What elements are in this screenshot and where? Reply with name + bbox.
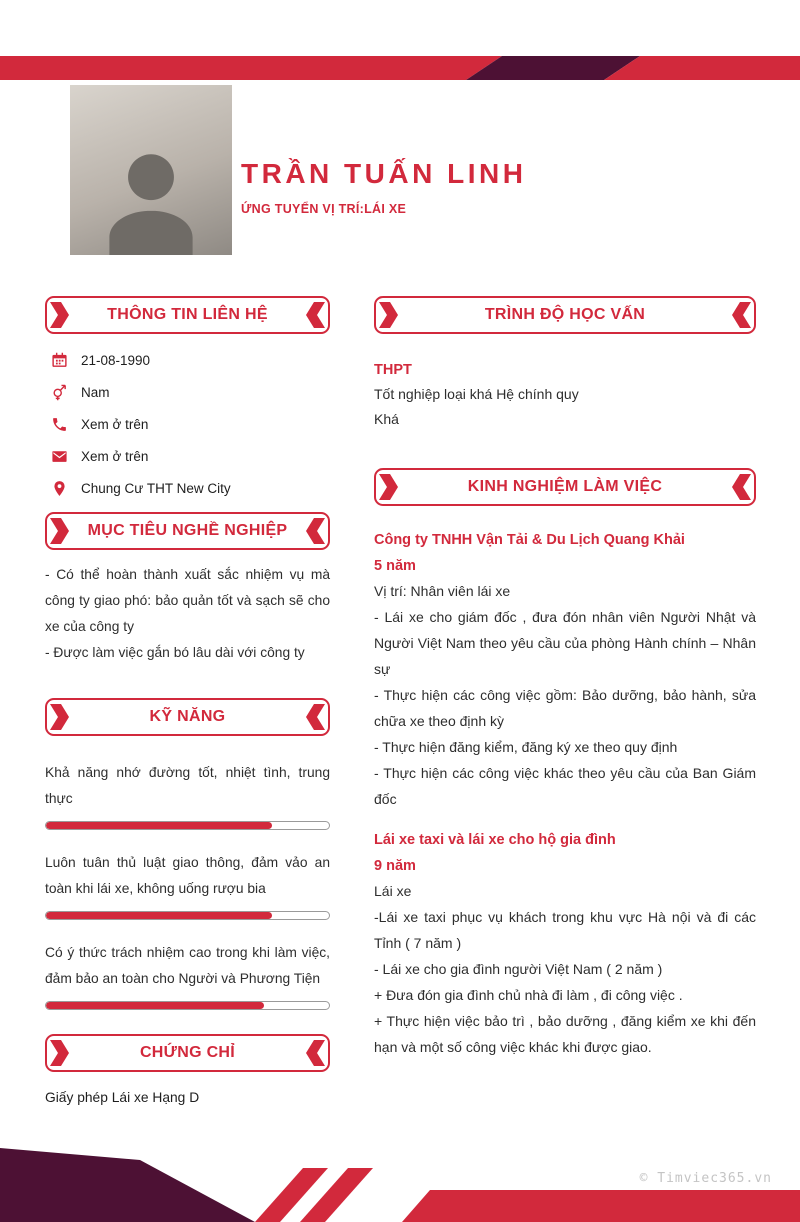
site-watermark: © Timviec365.vn xyxy=(639,1171,772,1186)
section-title: KINH NGHIỆM LÀM VIỆC xyxy=(467,478,663,495)
contact-item-address xyxy=(51,480,330,497)
experience-entry xyxy=(374,528,756,812)
section-header-experience xyxy=(374,468,756,506)
left-column xyxy=(45,296,330,1105)
section-header-skills xyxy=(45,698,330,736)
skill-item xyxy=(45,940,330,1010)
education-entry xyxy=(374,358,756,432)
skill-progress-track xyxy=(45,911,330,920)
section-header-objective xyxy=(45,512,330,550)
skill-progress-track xyxy=(45,821,330,830)
chevron-left-icon xyxy=(732,302,751,328)
contact-text: 21-08-1990 xyxy=(81,353,151,368)
chevron-right-icon xyxy=(50,1040,69,1066)
job-bullet: - Thực hiện các công việc gồm: Bảo dưỡng, bảo hành, sửa chữa xe theo định kỳ xyxy=(374,687,756,729)
skill-item xyxy=(45,850,330,920)
objective-line: - Có thể hoàn thành xuất sắc nhiệm vụ mà công ty giao phó: bảo quản tốt và sạch sẽ cho xe của công ty xyxy=(45,567,330,634)
chevron-right-icon xyxy=(379,474,398,500)
contact-item-gender xyxy=(51,384,330,401)
contact-text: Xem ở trên xyxy=(81,449,149,464)
gender-icon xyxy=(51,384,68,401)
skill-progress-track xyxy=(45,1001,330,1010)
objective-line: - Được làm việc gắn bó lâu dài với công ty xyxy=(45,645,305,660)
education-grade: Khá xyxy=(374,411,399,427)
job-bullets xyxy=(374,604,756,812)
header-ribbon-decoration xyxy=(0,0,800,90)
mail-icon xyxy=(51,448,68,465)
job-bullet: - Lái xe cho gia đình người Việt Nam ( 2 năm ) xyxy=(374,961,663,977)
job-company: Lái xe taxi và lái xe cho hộ gia đình xyxy=(374,832,616,848)
job-bullet: - Lái xe cho giám đốc , đưa đón nhân viên Người Nhật và Người Việt Nam theo yêu cầu của phòng Hành chính – Nhân sự xyxy=(374,609,756,677)
skill-text: Khả năng nhớ đường tốt, nhiệt tình, trung thực xyxy=(45,765,330,806)
skill-progress-fill xyxy=(46,822,272,829)
calendar-icon xyxy=(51,352,68,369)
applied-position: ỨNG TUYỂN VỊ TRÍ:LÁI XE xyxy=(241,202,407,216)
job-position: Lái xe xyxy=(374,883,412,899)
skill-progress-fill xyxy=(46,912,272,919)
chevron-right-icon xyxy=(50,302,69,328)
contact-item-phone xyxy=(51,416,330,433)
right-column xyxy=(374,296,756,1060)
skill-text: Có ý thức trách nhiệm cao trong khi làm việc, đảm bảo an toàn cho Người và Phương Tiện xyxy=(45,945,330,986)
job-company: Công ty TNHH Vận Tải & Du Lịch Quang Khải xyxy=(374,532,685,548)
contact-list xyxy=(51,352,330,497)
contact-item-birthday xyxy=(51,352,330,369)
phone-icon xyxy=(51,416,68,433)
candidate-name: TRẦN TUẤN LINH xyxy=(241,158,527,189)
contact-text: Chung Cư THT New City xyxy=(81,481,231,496)
chevron-left-icon xyxy=(306,1040,325,1066)
job-position: Vị trí: Nhân viên lái xe xyxy=(374,583,511,599)
job-duration: 9 năm xyxy=(374,858,416,874)
section-title: MỤC TIÊU NGHỀ NGHIỆP xyxy=(87,522,288,539)
contact-text: Xem ở trên xyxy=(81,417,149,432)
location-icon xyxy=(51,480,68,497)
certificate-item: Giấy phép Lái xe Hạng D xyxy=(45,1090,200,1105)
objective-text xyxy=(45,562,330,666)
chevron-right-icon xyxy=(379,302,398,328)
education-school: THPT xyxy=(374,362,412,378)
job-bullet: + Đưa đón gia đình chủ nhà đi làm , đi công việc . xyxy=(374,987,683,1003)
footer-ribbon-decoration xyxy=(0,1142,800,1222)
skills-list xyxy=(45,760,330,1010)
skill-text: Luôn tuân thủ luật giao thông, đảm vảo an toàn khi lái xe, không uống rượu bia xyxy=(45,855,330,896)
job-bullet: + Thực hiện việc bảo trì , bảo dưỡng , đăng kiểm xe khi đến hạn và một số công việc khác khi được giao. xyxy=(374,1013,756,1055)
section-title: CHỨNG CHỈ xyxy=(139,1044,236,1061)
chevron-left-icon xyxy=(732,474,751,500)
skill-progress-fill xyxy=(46,1002,264,1009)
job-bullets xyxy=(374,904,756,1060)
section-header-education xyxy=(374,296,756,334)
education-detail: Tốt nghiệp loại khá Hệ chính quy xyxy=(374,386,579,402)
skill-item xyxy=(45,760,330,830)
chevron-left-icon xyxy=(306,704,325,730)
experience-entry xyxy=(374,828,756,1060)
section-title: KỸ NĂNG xyxy=(149,708,226,725)
job-bullet: - Thực hiện các công việc khác theo yêu cầu của Ban Giám đốc xyxy=(374,765,756,807)
chevron-left-icon xyxy=(306,518,325,544)
section-title: THÔNG TIN LIÊN HỆ xyxy=(107,306,268,323)
chevron-left-icon xyxy=(306,302,325,328)
person-silhouette-icon xyxy=(87,135,215,255)
section-title: TRÌNH ĐỘ HỌC VẤN xyxy=(484,306,646,323)
chevron-right-icon xyxy=(50,704,69,730)
section-header-contact xyxy=(45,296,330,334)
profile-photo xyxy=(70,85,232,255)
contact-item-email xyxy=(51,448,330,465)
identity-block xyxy=(241,158,526,216)
contact-text: Nam xyxy=(81,385,110,400)
section-header-certificates xyxy=(45,1034,330,1072)
job-duration: 5 năm xyxy=(374,558,416,574)
chevron-right-icon xyxy=(50,518,69,544)
job-bullet: -Lái xe taxi phục vụ khách trong khu vực Hà nội và đi các Tỉnh ( 7 năm ) xyxy=(374,909,756,951)
job-bullet: - Thực hiện đăng kiểm, đăng ký xe theo quy định xyxy=(374,739,678,755)
